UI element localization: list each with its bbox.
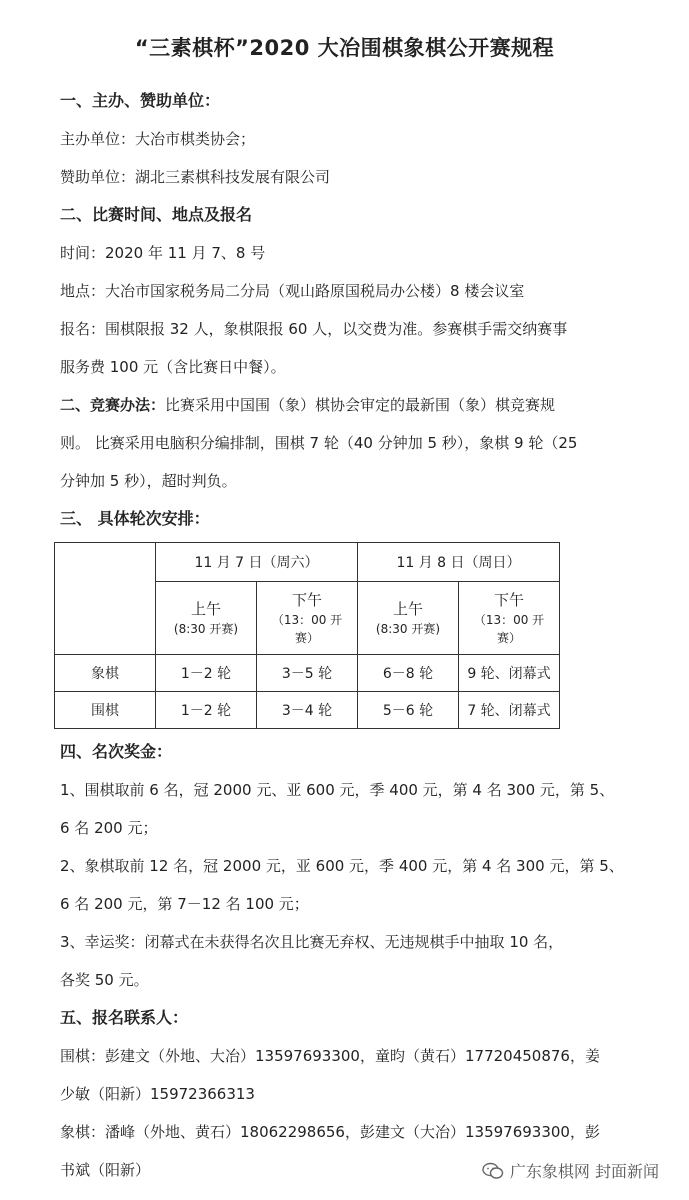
corner-cell [55,543,156,655]
pm-label: 下午 [291,591,322,609]
time-line: 时间：2020 年 11 月 7、8 号 [60,244,266,262]
table-cell: 3－5 轮 [257,655,358,692]
contact-xiangqi-line-1: 象棋：潘峰（外地、黄石）18062298656，彭建文（大冶）13597693300，彭 [60,1123,600,1141]
wechat-icon [482,1162,504,1180]
rules-line-1 [60,386,630,424]
table-cell: 9 轮、闭幕式 [459,655,560,692]
table-cell: 1－2 轮 [156,655,257,692]
prize-xiangqi-line-2: 6 名 200 元，第 7－12 名 100 元； [60,895,309,913]
signup-line-2: 服务费 100 元（含比赛日中餐）。 [60,358,286,376]
day1-pm-cell [257,582,358,655]
pm-time-1: （13：00 开 [473,613,545,627]
section-heading-organizers: 一、主办、赞助单位： [60,91,221,110]
rules-line-2: 则。 比赛采用电脑积分编排制，围棋 7 轮（40 分钟加 5 秒），象棋 9 轮（25 [60,434,578,452]
contact-go-line-2: 少敏（阳新）15972366313 [60,1085,255,1103]
am-time: (8:30 开赛) [375,622,441,636]
table-cell: 3－4 轮 [257,692,358,729]
document-body [60,82,630,1189]
section-heading-contacts: 五、报名联系人： [60,1008,189,1027]
prize-xiangqi-line-1: 2、象棋取前 12 名，冠 2000 元，亚 600 元，季 400 元，第 4 名 300 元，第 5、 [60,857,624,875]
section-heading-rules: 二、竞赛办法： [60,396,166,414]
pm-time-2: 赛） [496,631,521,645]
pm-label: 下午 [493,591,524,609]
watermark [482,1159,659,1182]
section-heading-prizes: 四、名次奖金： [60,742,173,761]
watermark-text: 广东象棋网 封面新闻 [509,1162,659,1181]
place-line: 地点：大冶市国家税务局二分局（观山路原国税局办公楼）8 楼会议室 [60,282,525,300]
day1-am-cell [156,582,257,655]
prize-lucky-line-2: 各奖 50 元。 [60,971,149,989]
table-row [55,655,560,692]
table-cell: 6－8 轮 [358,655,459,692]
row-label: 围棋 [55,692,156,729]
table-cell: 5－6 轮 [358,692,459,729]
document-title: “三素棋杯”2020 大冶围棋象棋公开赛规程 [134,36,555,60]
day2-am-cell [358,582,459,655]
table-cell: 7 轮、闭幕式 [459,692,560,729]
prize-go-line-2: 6 名 200 元； [60,819,158,837]
schedule-table [54,542,560,729]
contact-xiangqi-line-2: 书斌（阳新） [60,1161,151,1179]
am-label: 上午 [190,600,221,618]
sponsor-line: 赞助单位：湖北三素棋科技发展有限公司 [60,168,331,186]
contact-go-line-1: 围棋：彭建文（外地、大冶）13597693300，童昀（黄石）17720450876，姜 [60,1047,600,1065]
pm-time-1: （13：00 开 [271,613,343,627]
am-label: 上午 [392,600,423,618]
prize-lucky-line-1: 3、幸运奖：闭幕式在未获得名次且比赛无弃权、无违规棋手中抽取 10 名， [60,933,564,951]
day2-header: 11 月 8 日（周日） [358,543,560,582]
day1-header: 11 月 7 日（周六） [156,543,358,582]
schedule-header-row [55,543,560,582]
pm-time-2: 赛） [294,631,319,645]
rules-line-3: 分钟加 5 秒），超时判负。 [60,472,237,490]
day2-pm-cell [459,582,560,655]
am-time: (8:30 开赛) [173,622,239,636]
host-line: 主办单位：大冶市棋类协会； [60,130,256,148]
prize-go-line-1: 1、围棋取前 6 名，冠 2000 元、亚 600 元，季 400 元，第 4 名 300 元，第 5、 [60,781,615,799]
rules-text-1: 比赛采用中国围（象）棋协会审定的最新围（象）棋竞赛规 [165,396,556,414]
row-label: 象棋 [55,655,156,692]
table-row [55,692,560,729]
section-heading-time-place: 二、比赛时间、地点及报名 [60,205,253,224]
signup-line-1: 报名：围棋限报 32 人，象棋限报 60 人，以交费为准。参赛棋手需交纳赛事 [60,320,568,338]
table-cell: 1－2 轮 [156,692,257,729]
section-heading-schedule: 三、 具体轮次安排： [60,509,210,528]
